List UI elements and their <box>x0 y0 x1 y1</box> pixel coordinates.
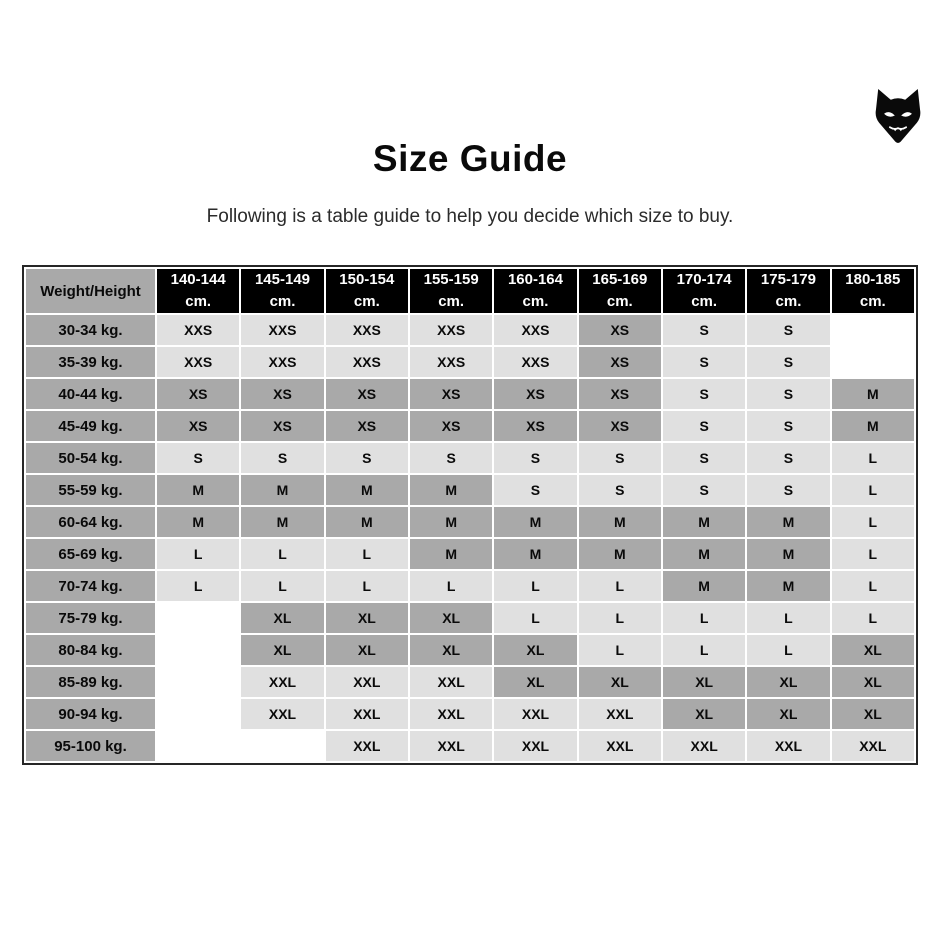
size-cell: L <box>832 571 914 601</box>
size-cell: XXL <box>747 731 829 761</box>
size-cell: XXS <box>410 315 492 345</box>
black-cat-logo-icon <box>871 87 925 145</box>
size-cell: S <box>579 475 661 505</box>
table-row <box>26 731 914 761</box>
size-cell: XXL <box>326 699 408 729</box>
row-header-95-100: 95-100 kg. <box>26 731 155 761</box>
size-cell <box>157 603 239 633</box>
table-row <box>26 603 914 633</box>
size-cell: XS <box>494 411 576 441</box>
size-cell: M <box>241 507 323 537</box>
size-cell: S <box>747 475 829 505</box>
size-cell: XS <box>241 379 323 409</box>
size-cell: S <box>494 475 576 505</box>
row-header-55-59: 55-59 kg. <box>26 475 155 505</box>
size-cell: XXS <box>494 347 576 377</box>
size-cell: XXL <box>410 731 492 761</box>
size-cell: L <box>157 571 239 601</box>
size-cell: XS <box>579 379 661 409</box>
row-header-40-44: 40-44 kg. <box>26 379 155 409</box>
size-cell: XXL <box>832 731 914 761</box>
size-cell: XXL <box>410 667 492 697</box>
size-cell: S <box>747 411 829 441</box>
size-cell: XXL <box>579 699 661 729</box>
size-cell: XS <box>157 411 239 441</box>
size-cell: S <box>663 315 745 345</box>
size-cell: XL <box>747 667 829 697</box>
size-cell: XS <box>579 347 661 377</box>
page-subtitle: Following is a table guide to help you decide which size to buy. <box>206 206 734 227</box>
row-header-35-39: 35-39 kg. <box>26 347 155 377</box>
row-header-60-64: 60-64 kg. <box>26 507 155 537</box>
table-row <box>26 475 914 505</box>
size-cell: XL <box>410 635 492 665</box>
size-cell: XXL <box>494 731 576 761</box>
table-row <box>26 699 914 729</box>
size-cell: M <box>410 507 492 537</box>
size-cell: XXL <box>241 667 323 697</box>
size-cell: XXL <box>326 667 408 697</box>
size-cell: XL <box>494 667 576 697</box>
table-row <box>26 443 914 473</box>
size-cell: XS <box>410 411 492 441</box>
size-cell: M <box>494 539 576 569</box>
row-header-80-84: 80-84 kg. <box>26 635 155 665</box>
size-cell: S <box>663 411 745 441</box>
col-header-150-154: 150-154 cm. <box>326 269 408 313</box>
size-cell: XL <box>326 603 408 633</box>
size-cell: XS <box>157 379 239 409</box>
size-cell: S <box>747 443 829 473</box>
size-cell: XXS <box>494 315 576 345</box>
row-header-75-79: 75-79 kg. <box>26 603 155 633</box>
size-cell: S <box>747 347 829 377</box>
size-cell: S <box>747 379 829 409</box>
size-cell: L <box>832 539 914 569</box>
size-cell: M <box>241 475 323 505</box>
size-cell: XXS <box>157 315 239 345</box>
size-cell: L <box>157 539 239 569</box>
size-cell: L <box>579 603 661 633</box>
size-cell: XXS <box>241 347 323 377</box>
size-cell: L <box>326 539 408 569</box>
size-cell: XS <box>494 379 576 409</box>
row-header-30-34: 30-34 kg. <box>26 315 155 345</box>
size-cell: XXL <box>663 731 745 761</box>
size-cell: L <box>747 635 829 665</box>
size-cell: XL <box>326 635 408 665</box>
size-cell: L <box>241 539 323 569</box>
table-row <box>26 411 914 441</box>
size-cell: XXS <box>326 347 408 377</box>
size-cell: M <box>663 571 745 601</box>
col-header-170-174: 170-174 cm. <box>663 269 745 313</box>
table-row <box>26 539 914 569</box>
corner-header-weight-height: Weight/Height <box>26 269 155 313</box>
size-cell: XL <box>832 699 914 729</box>
size-cell: XXL <box>579 731 661 761</box>
table-header-row <box>26 269 914 313</box>
size-cell: M <box>832 411 914 441</box>
size-cell: XXL <box>326 731 408 761</box>
size-cell: M <box>579 507 661 537</box>
col-header-165-169: 165-169 cm. <box>579 269 661 313</box>
size-cell: L <box>832 475 914 505</box>
size-cell <box>832 315 914 345</box>
size-cell: M <box>157 507 239 537</box>
row-header-70-74: 70-74 kg. <box>26 571 155 601</box>
size-cell: S <box>663 475 745 505</box>
size-cell: XS <box>579 315 661 345</box>
size-cell: M <box>663 539 745 569</box>
size-cell: M <box>579 539 661 569</box>
size-guide-table <box>22 265 918 765</box>
size-cell: XXL <box>241 699 323 729</box>
col-header-180-185: 180-185 cm. <box>832 269 914 313</box>
size-cell: XL <box>241 635 323 665</box>
col-header-145-149: 145-149 cm. <box>241 269 323 313</box>
size-cell: S <box>410 443 492 473</box>
size-cell: S <box>747 315 829 345</box>
row-header-45-49: 45-49 kg. <box>26 411 155 441</box>
size-cell: XL <box>410 603 492 633</box>
size-cell: M <box>663 507 745 537</box>
size-cell: XS <box>326 411 408 441</box>
size-cell: XXS <box>241 315 323 345</box>
size-cell: L <box>579 571 661 601</box>
size-cell: L <box>832 507 914 537</box>
size-cell: M <box>410 475 492 505</box>
size-cell: S <box>663 347 745 377</box>
size-cell: XXL <box>494 699 576 729</box>
size-cell: S <box>241 443 323 473</box>
size-cell: XL <box>579 667 661 697</box>
row-header-50-54: 50-54 kg. <box>26 443 155 473</box>
row-header-85-89: 85-89 kg. <box>26 667 155 697</box>
size-cell: XS <box>326 379 408 409</box>
size-cell: L <box>663 635 745 665</box>
size-cell: XXS <box>157 347 239 377</box>
size-cell <box>157 635 239 665</box>
size-cell: XXL <box>410 699 492 729</box>
size-cell: S <box>326 443 408 473</box>
size-cell: S <box>494 443 576 473</box>
size-cell: L <box>326 571 408 601</box>
table-row <box>26 571 914 601</box>
table-row <box>26 667 914 697</box>
size-cell <box>157 667 239 697</box>
size-cell: M <box>494 507 576 537</box>
table-row <box>26 347 914 377</box>
size-cell: M <box>747 507 829 537</box>
size-cell: XXS <box>326 315 408 345</box>
table-row <box>26 315 914 345</box>
table-row <box>26 379 914 409</box>
size-cell: S <box>663 379 745 409</box>
size-cell: M <box>157 475 239 505</box>
size-cell: L <box>747 603 829 633</box>
col-header-175-179: 175-179 cm. <box>747 269 829 313</box>
row-header-65-69: 65-69 kg. <box>26 539 155 569</box>
size-cell: L <box>832 603 914 633</box>
size-cell: M <box>326 475 408 505</box>
col-header-155-159: 155-159 cm. <box>410 269 492 313</box>
col-header-160-164: 160-164 cm. <box>494 269 576 313</box>
size-cell: XL <box>494 635 576 665</box>
size-cell <box>157 731 239 761</box>
size-cell: XL <box>663 667 745 697</box>
size-cell: XL <box>832 667 914 697</box>
col-header-140-144: 140-144 cm. <box>157 269 239 313</box>
size-cell <box>157 699 239 729</box>
table-row <box>26 507 914 537</box>
size-cell: L <box>241 571 323 601</box>
table-row <box>26 635 914 665</box>
size-cell: XL <box>747 699 829 729</box>
size-cell: XL <box>832 635 914 665</box>
size-cell: XL <box>663 699 745 729</box>
row-header-90-94: 90-94 kg. <box>26 699 155 729</box>
size-cell <box>832 347 914 377</box>
size-cell: XS <box>410 379 492 409</box>
size-cell: M <box>326 507 408 537</box>
size-cell: S <box>663 443 745 473</box>
size-cell: L <box>579 635 661 665</box>
page-title: Size Guide <box>372 138 568 179</box>
size-cell: L <box>494 571 576 601</box>
size-cell: M <box>747 571 829 601</box>
size-cell: M <box>747 539 829 569</box>
size-cell: XL <box>241 603 323 633</box>
size-cell: XS <box>241 411 323 441</box>
size-cell: S <box>579 443 661 473</box>
cat-head-icon <box>871 87 925 145</box>
size-cell: L <box>663 603 745 633</box>
size-cell: S <box>157 443 239 473</box>
size-cell: L <box>410 571 492 601</box>
size-cell: XXS <box>410 347 492 377</box>
size-cell: L <box>832 443 914 473</box>
size-cell <box>241 731 323 761</box>
size-cell: XS <box>579 411 661 441</box>
size-cell: L <box>494 603 576 633</box>
size-cell: M <box>410 539 492 569</box>
size-cell: M <box>832 379 914 409</box>
